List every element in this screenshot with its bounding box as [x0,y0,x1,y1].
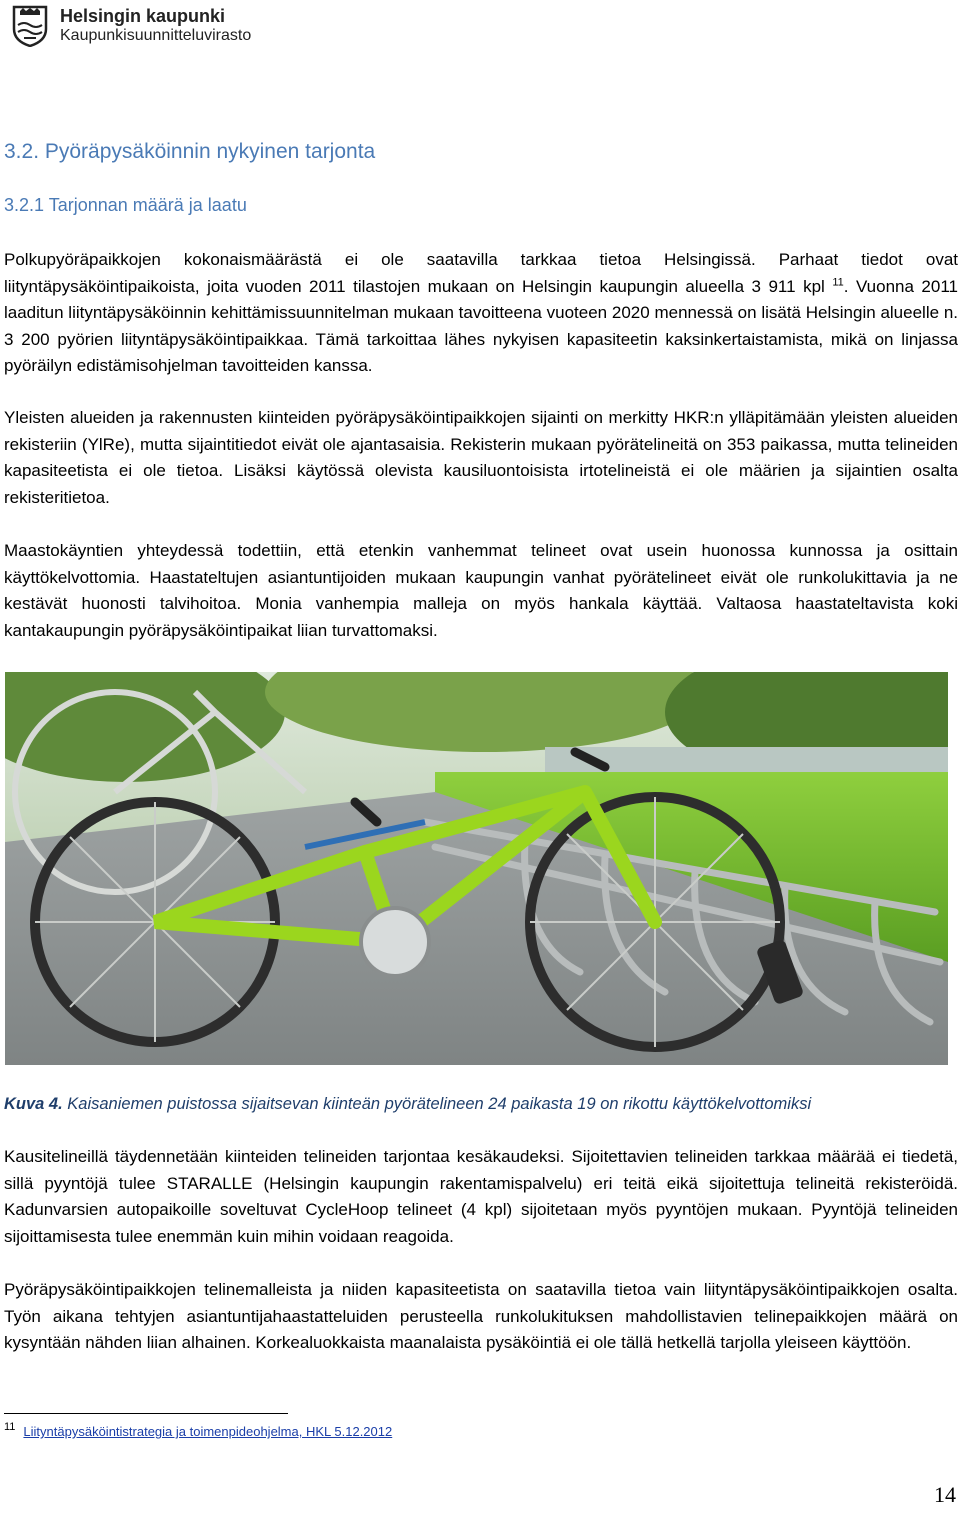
footnote-link[interactable]: Liityntäpysäköintistrategia ja toimenpideohjelma, HKL 5.12.2012 [23,1424,393,1439]
paragraph-2: Yleisten alueiden ja rakennusten kiinteiden pyöräpysäköintipaikkojen sijainti on merkitty HKR:n ylläpitämään yleisten alueiden rekisteriin (YlRe), mutta sijaintitiedot eivät ole ajantasaisia. Rekisterin mukaan pyörätelineitä on 353 paikassa, mutta telineiden kapasiteetista ei ole tietoa. Lisäksi käytössä olevista kausiluontoisista irtotelineistä ei ole määrien ja sijaintien osalta rekisteritietoa. [4,408,958,507]
figure-caption-text: Kaisaniemen puistossa sijaitsevan kiinteän pyörätelineen 24 paikasta 19 on rikottu käyttökelvottomiksi [62,1095,812,1113]
paragraph-1 [4,247,958,380]
footnote [4,1421,393,1439]
figure-label: Kuva 4. [4,1095,63,1113]
helsinki-crest-icon [12,5,48,47]
figure-caption [4,1095,811,1114]
section-heading: 3.2. Pyöräpysäköinnin nykyinen tarjonta [4,140,376,163]
paragraph-3: Maastokäyntien yhteydessä todettiin, että etenkin vanhemmat telineet ovat usein huonossa kunnossa ja osittain käyttökelvottomia. Haastateltujen asiantuntijoiden mukaan kaupungin vanhat pyörätelineet eivät ole runkolukittavia ja ne kestävät huonosti talvihoitoa. Monia vanhempia malleja on myös hankala käyttää. Valtaosa haastateltavista koki kantakaupungin pyöräpysäköintipaikat liian turvattomaksi. [4,541,958,640]
footnote-separator [4,1413,288,1414]
page-number: 14 [934,1482,956,1507]
organization-department: Kaupunkisuunnitteluvirasto [60,27,252,45]
paragraph-1-part-a: Polkupyöräpaikkojen kokonaismäärästä ei ole saatavilla tarkkaa tietoa Helsingissä. Parhaat tiedot ovat liityntäpysäköintipaikoista, joita vuoden 2011 tilastojen mukaan on Helsingin kaupungin alueella 3 911 kpl [4,250,958,296]
organization-name: Helsingin kaupunki [60,6,226,27]
footnote-reference: 11 [832,275,844,288]
footnote-number: 11 [4,1421,16,1433]
subsection-heading: 3.2.1 Tarjonnan määrä ja laatu [4,195,247,215]
paragraph-1-part-b: . Vuonna 2011 laaditun liityntäpysäköinnin kehittämissuunnitelman mukaan tavoitteena vuoteen 2020 mennessä on lisätä Helsingin alueelle n. 3 200 pyörien liityntäpysäköintipaikkaa. Tämä tarkoittaa lähes nykyisen kapasiteetin kaksinkertaistamista, mikä on linjassa pyöräilyn edistämisohjelman tavoitteiden kanssa. [4,276,958,375]
paragraph-5: Pyöräpysäköintipaikkojen telinemalleista ja niiden kapasiteetista on saatavilla tietoa vain liityntäpysäköintipaikkojen osalta. Työn aikana tehtyjen asiantuntijahaastatteluiden perusteella runkolukituksen mahdollistavien telinepaikkojen määrä on kysyntään nähden liian alhainen. Korkealuokkaista maanalaista pysäköintiä ei ole tällä hetkellä tarjolla yleiseen käyttöön. [4,1280,958,1352]
document-header [12,2,251,50]
paragraph-4: Kausitelineillä täydennetään kiinteiden telineiden tarjontaa kesäkaudeksi. Sijoitettavien telineiden tarkkaa määrää ei tiedetä, sillä pyyntöjä tulee STARALLE (Helsingin kaupungin rakentamispalvelu) eri teitä eikä sijoitettuja telineitä rekisteröidä. Kadunvarsien autopaikoille soveltuvat CycleHoop telineet (4 kpl) sijoitetaan myös pyyntöjen mukaan. Pyyntöjä telineiden sijoittamisesta tulee enemmän kuin mihin voidaan reagoida. [4,1147,958,1246]
bicycles-at-rack-photo [5,672,948,1065]
